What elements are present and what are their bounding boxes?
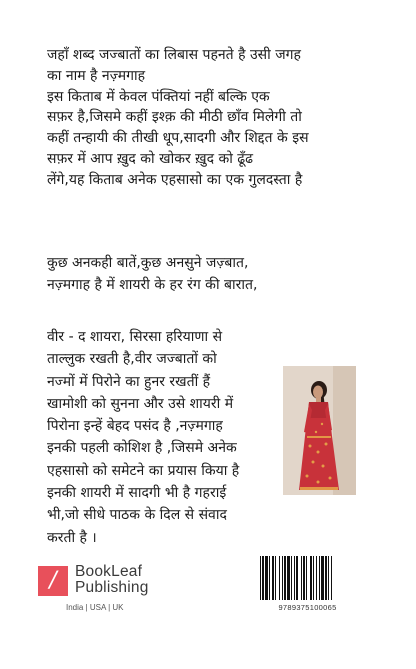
couplet-line: कुछ अनकही बातें,कुछ अनसुने जज़्बात,: [47, 255, 249, 271]
bio-line: करती है ।: [47, 529, 97, 546]
publisher-name-line1: BookLeaf: [75, 563, 143, 580]
bio-line: इनकी शायरी में सादगी भी है गहराई: [47, 485, 227, 502]
barcode-bar: [296, 556, 298, 600]
publisher-regions: India | USA | UK: [66, 603, 124, 612]
blurb-line: सफ़र में आप ख़ुद को खोकर ख़ुद को ढूँढ: [47, 150, 254, 167]
barcode-bar: [316, 556, 317, 600]
barcode: [259, 556, 356, 600]
barcode-bar: [325, 556, 327, 600]
bio-line: पिरोना इन्हें बेहद पसंद है ,नज़्मगाह: [47, 418, 223, 435]
barcode-bar: [275, 556, 276, 600]
blurb-line: लेंगे,यह किताब अनेक एहसासो का एक गुलदस्ता है: [47, 171, 303, 188]
blurb-line: का नाम है नज़्मगाह: [47, 67, 146, 84]
barcode-bar: [265, 556, 268, 600]
blurb-paragraph: [47, 45, 398, 191]
barcode-bar: [262, 556, 264, 600]
couplet-line: नज़्मगाह है में शायरी के हर रंग की बारात,: [47, 276, 258, 293]
barcode-bar: [313, 556, 314, 600]
bio-line: वीर - द शायरा, सिरसा हरियाणा से: [47, 329, 223, 345]
couplet: [47, 253, 398, 296]
bio-line: ताल्लुक रखती है,वीर जज्बातों को: [47, 351, 217, 368]
barcode-bar: [328, 556, 329, 600]
barcode-bar: [301, 556, 302, 600]
barcode-bar: [272, 556, 274, 600]
barcode-bar: [260, 556, 261, 600]
blurb-line: कहीं तन्हायी की तीखी धूप,सादगी और शिद्दत के इस: [47, 130, 309, 147]
publisher-logo: [38, 565, 188, 605]
bio-line: इनकी पहली कोशिश है ,जिसमे अनेक: [47, 440, 237, 457]
blurb-line: सफ़र है,जिसमे कहीं इश्क़ की मीठी छाँव मिलेगी तो: [47, 109, 302, 126]
barcode-bar: [306, 556, 307, 600]
barcode-bar: [303, 556, 305, 600]
barcode-bar: [331, 556, 332, 600]
bio-line: भी,जो सीधे पाठक के दिल से संवाद: [47, 507, 227, 524]
barcode-bar: [279, 556, 280, 600]
barcode-bar: [310, 556, 312, 600]
barcode-bar: [319, 556, 320, 600]
bio-line: नज्मों में पिरोने का हुनर रखतीं हैं: [47, 373, 211, 390]
publisher-name: [75, 564, 149, 596]
publisher-mark-icon: /: [38, 566, 68, 596]
bio-line: एहसासो को समेटने का प्रयास किया है: [47, 462, 240, 479]
bio-line: खामोशी को सुनना और उसे शायरी में: [47, 395, 234, 412]
barcode-bar: [291, 556, 292, 600]
barcode-bar: [284, 556, 286, 600]
blurb-line: इस किताब में केवल पंक्तियां नहीं बल्कि एक: [47, 88, 270, 105]
isbn-number: 9789375100065: [278, 603, 337, 612]
barcode-bar: [294, 556, 295, 600]
barcode-bar: [282, 556, 283, 600]
author-photo: [283, 366, 356, 495]
blurb-line: जहाँ शब्द जज्बातों का लिबास पहनते है उसी जगह: [47, 47, 301, 63]
barcode-bar: [321, 556, 324, 600]
barcode-bar: [287, 556, 290, 600]
publisher-name-line2: Publishing: [75, 579, 149, 596]
barcode-bar: [269, 556, 270, 600]
